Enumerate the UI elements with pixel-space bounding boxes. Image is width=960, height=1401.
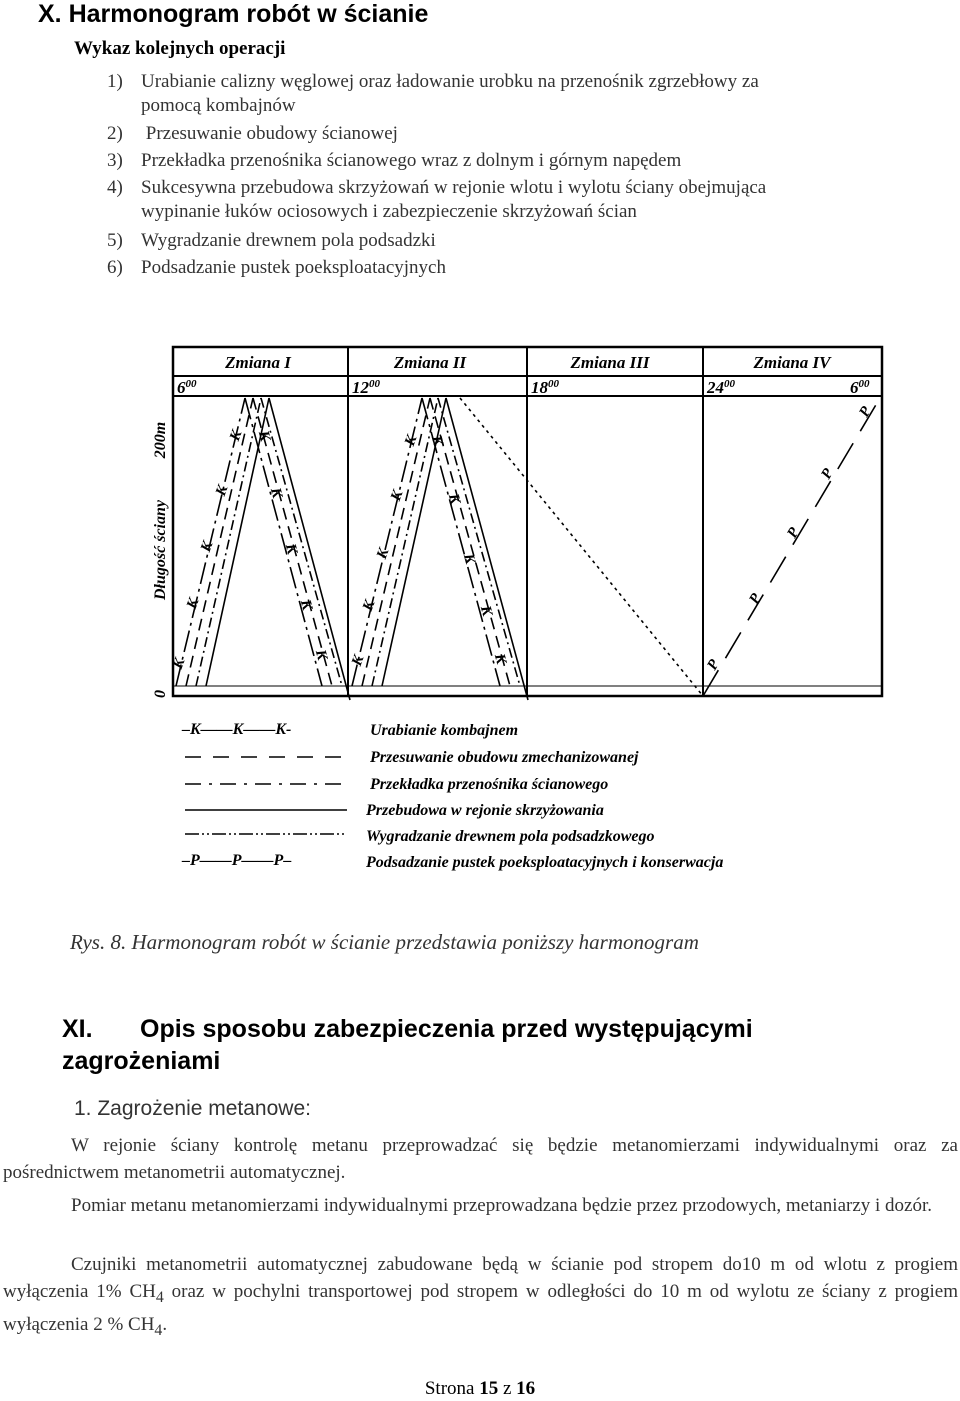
paragraph: W rejonie ściany kontrolę metanu przeprowadzać się będzie metanomierzami indywidualnymi oraz za pośrednictwem metanometrii automatycznej. [3, 1135, 958, 1183]
k-marker: K [227, 428, 246, 444]
k-marker: K [170, 656, 189, 672]
shift-label: Zmiana II [393, 353, 467, 372]
time-label: $24^{00}$ [707, 378, 735, 397]
k-marker: K [349, 653, 368, 669]
legend-sample-k: –K——K——K- [182, 721, 292, 738]
k-marker: K [444, 492, 463, 506]
backfill-prep-line [460, 398, 703, 696]
list-item: 3) Przekładka przenośnika ścianowego wraz z dolnym i górnym napędem [107, 150, 682, 171]
harmonogram-diagram [0, 335, 960, 880]
k-marker: K [184, 596, 203, 612]
time-label: $12^{00}$ [352, 378, 380, 397]
list-item: 2) Przesuwanie obudowy ścianowej [107, 123, 398, 144]
k-marker: K [281, 542, 300, 556]
y-axis-top-label: 200m [152, 421, 169, 459]
p-marker: P [704, 657, 723, 673]
legend-samples [181, 721, 347, 869]
legend-label: Przesuwanie obudowu zmechanizowanej [370, 749, 639, 766]
section-11-title: XI. Opis sposobu zabezpieczenia przed występującymi zagrożeniami [62, 1015, 753, 1075]
k-marker: K [374, 546, 393, 562]
k-marker: K [360, 598, 379, 614]
list-item-continuation: pomocą kombajnów [141, 95, 296, 116]
k-marker: K [213, 483, 232, 499]
y-axis-zero-label: 0 [152, 690, 169, 698]
list-item-continuation: wypinanie łuków ociosowych i zabezpieczenie skrzyżowań ścian [141, 201, 637, 222]
legend-sample-p: –P——P——P– [182, 852, 292, 869]
k-markers [170, 427, 509, 672]
time-label: $6^{00}$ [177, 378, 197, 397]
k-marker: K [198, 539, 217, 555]
p-marker: P [746, 591, 765, 607]
p-marker: P [784, 525, 803, 541]
k-marker: K [266, 486, 285, 500]
p-marker: P [818, 466, 837, 482]
list-item: 6) Podsadzanie pustek poeksploatacyjnych [107, 257, 446, 278]
y-axis-label: Długość ściany [152, 500, 169, 600]
k-marker: K [254, 429, 273, 443]
shift-label: Zmiana III [570, 353, 650, 372]
list-item: 4) Sukcesywna przebudowa skrzyżowań w rejonie wlotu i wylotu ściany obejmująca [107, 177, 767, 198]
time-label: $6^{00}$ [850, 378, 870, 397]
figure-caption: Rys. 8. Harmonogram robót w ścianie przedstawia poniższy harmonogram [70, 930, 699, 954]
k-marker: K [402, 433, 421, 449]
k-marker: K [311, 648, 330, 662]
k-marker: K [476, 604, 495, 618]
k-marker: K [459, 552, 478, 566]
legend-label: Przekładka przenośnika ścianowego [370, 776, 609, 793]
backfill-line [703, 398, 880, 696]
legend-label: Urabianie kombajnem [370, 722, 519, 739]
paragraph: Czujniki metanometrii automatycznej zabudowane będą w ścianie pod stropem do10 m od wlotu z progiem wyłączenia 1% $CH_4$ oraz w pochylni transportowej pod stropem w odległości do 10 m od wylotu ze ściany z progiem wyłączenia 2 % $CH_4$. [3, 1254, 959, 1339]
list-item: 5) Wygradzanie drewnem pola podsadzki [107, 230, 436, 251]
k-marker: K [296, 598, 315, 612]
section-10-title: X. Harmonogram robót w ścianie [38, 0, 429, 28]
page-footer: Strona 15 z 16 [424, 1378, 536, 1399]
paragraph: Pomiar metanu metanomierzami indywidualnymi przeprowadzana będzie przez przodowych, metaniarzy i dozór. [71, 1195, 933, 1216]
legend-label: Podsadzanie pustek poeksploatacyjnych i konserwacja [366, 854, 724, 871]
k-marker: K [388, 488, 407, 504]
k-marker: K [427, 434, 446, 448]
p-marker: P [856, 404, 875, 420]
operations-heading: Wykaz kolejnych operacji [74, 38, 286, 59]
shift-label: Zmiana I [225, 353, 291, 372]
legend-label: Wygradzanie drewnem pola podsadzkowego [366, 828, 655, 845]
legend-label: Przebudowa w rejonie skrzyżowania [366, 802, 604, 819]
shift-label: Zmiana IV [753, 353, 831, 372]
list-item: 1) Urabianie calizny węglowej oraz ładowanie urobku na przenośnik zgrzebłowy za [107, 71, 759, 92]
subsection-heading: 1. Zagrożenie metanowe: [74, 1097, 311, 1120]
k-marker: K [490, 652, 509, 666]
p-markers [704, 403, 875, 673]
time-label: $18^{00}$ [531, 378, 559, 397]
